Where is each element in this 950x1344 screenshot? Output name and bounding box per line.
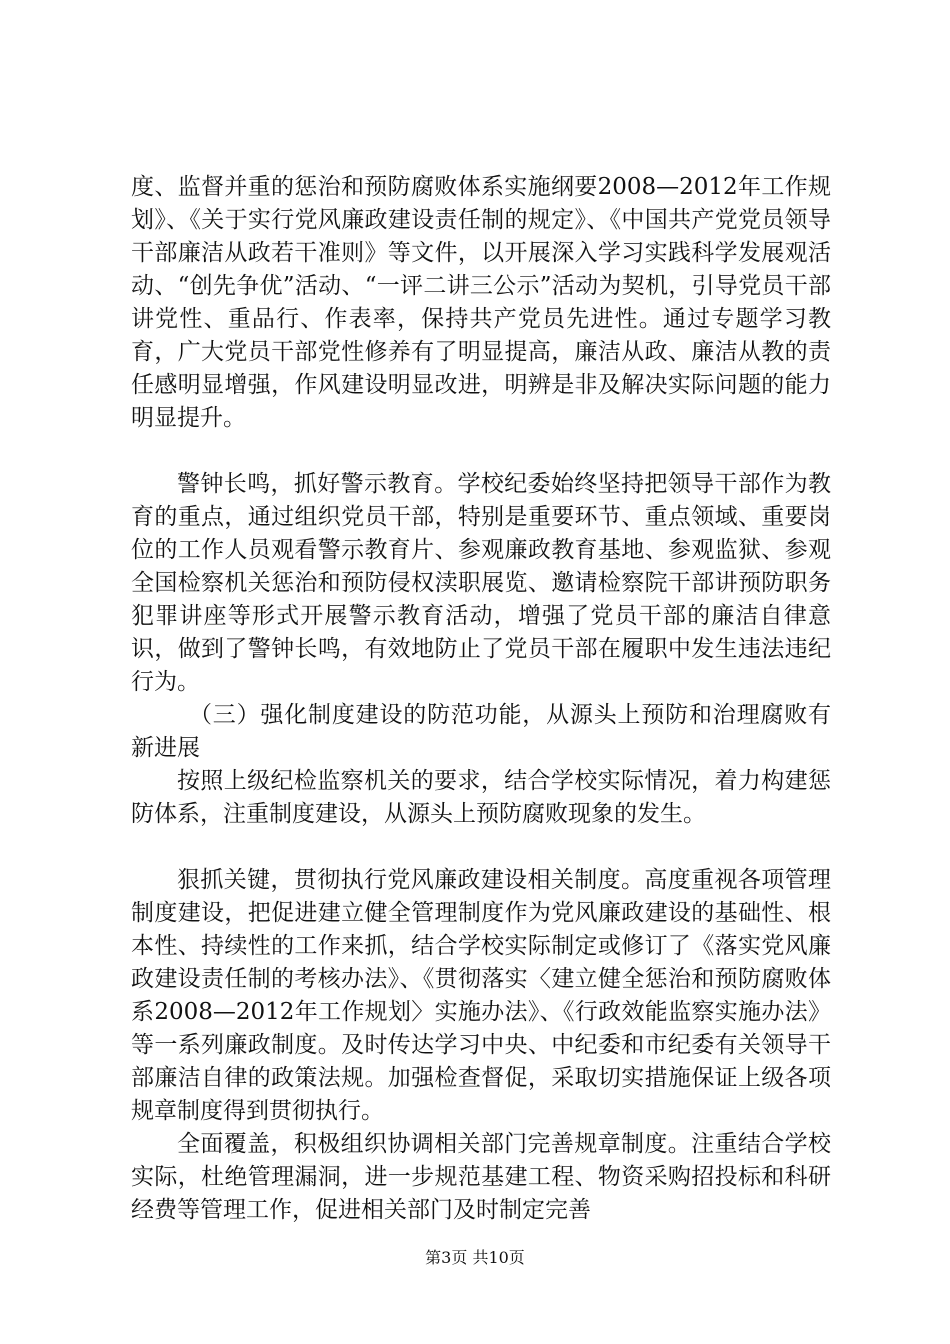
paragraph-full-coverage: 全面覆盖，积极组织协调相关部门完善规章制度。注重结合学校实际，杜绝管理漏洞，进一步规范基建工程、物资采购招投标和科研经费等管理工作，促进相关部门及时制定完善 — [131, 1131, 831, 1223]
document-body — [131, 171, 831, 1227]
paragraph-section-intro: 按照上级纪检监察机关的要求，结合学校实际情况，着力构建惩防体系，注重制度建设，从源头上预防腐败现象的发生。 — [131, 768, 831, 827]
paragraph-continuation: 度、监督并重的惩治和预防腐败体系实施纲要2008—2012年工作规划》、《关于实行党风廉政建设责任制的规定》、《中国共产党党员领导干部廉洁从政若干准则》等文件，以开展深入学习实践科学发展观活动、“创先争优”活动、“一评二讲三公示”活动为契机，引导党员干部讲党性、重品行、作表率，保持共产党员先进性。通过专题学习教育，广大党员干部党性修养有了明显提高，廉洁从政、廉洁从教的责任感明显增强，作风建设明显改进，明辨是非及解决实际问题的能力明显提升。 — [131, 174, 831, 431]
page-number: 第3页 共10页 — [425, 1248, 525, 1267]
paragraph-key-measures: 狠抓关键，贯彻执行党风廉政建设相关制度。高度重视各项管理制度建设，把促进建立健全管理制度作为党风廉政建设的基础性、根本性、持续性的工作来抓，结合学校实际制定或修订了《落实党风廉政建设责任制的考核办法》、《贯彻落实〈建立健全惩治和预防腐败体系2008—2012年工作规划〉实施办法》、《行政效能监察实施办法》等一系列廉政制度。及时传达学习中央、中纪委和市纪委有关领导干部廉洁自律的政策法规。加强检查督促，采取切实措施保证上级各项规章制度得到贯彻执行。 — [131, 867, 831, 1124]
section-heading: （三）强化制度建设的防范功能，从源头上预防和治理腐败有新进展 — [131, 702, 831, 761]
paragraph-warning-education: 警钟长鸣，抓好警示教育。学校纪委始终坚持把领导干部作为教育的重点，通过组织党员干部，特别是重要环节、重点领域、重要岗位的工作人员观看警示教育片、参观廉政教育基地、参观监狱、参观全国检察机关惩治和预防侵权渎职展览、邀请检察院干部讲预防职务犯罪讲座等形式开展警示教育活动，增强了党员干部的廉洁自律意识，做到了警钟长鸣，有效地防止了党员干部在履职中发生违法违纪行为。 — [131, 471, 831, 695]
paragraph-gap — [131, 831, 831, 864]
paragraph-gap — [131, 435, 831, 468]
